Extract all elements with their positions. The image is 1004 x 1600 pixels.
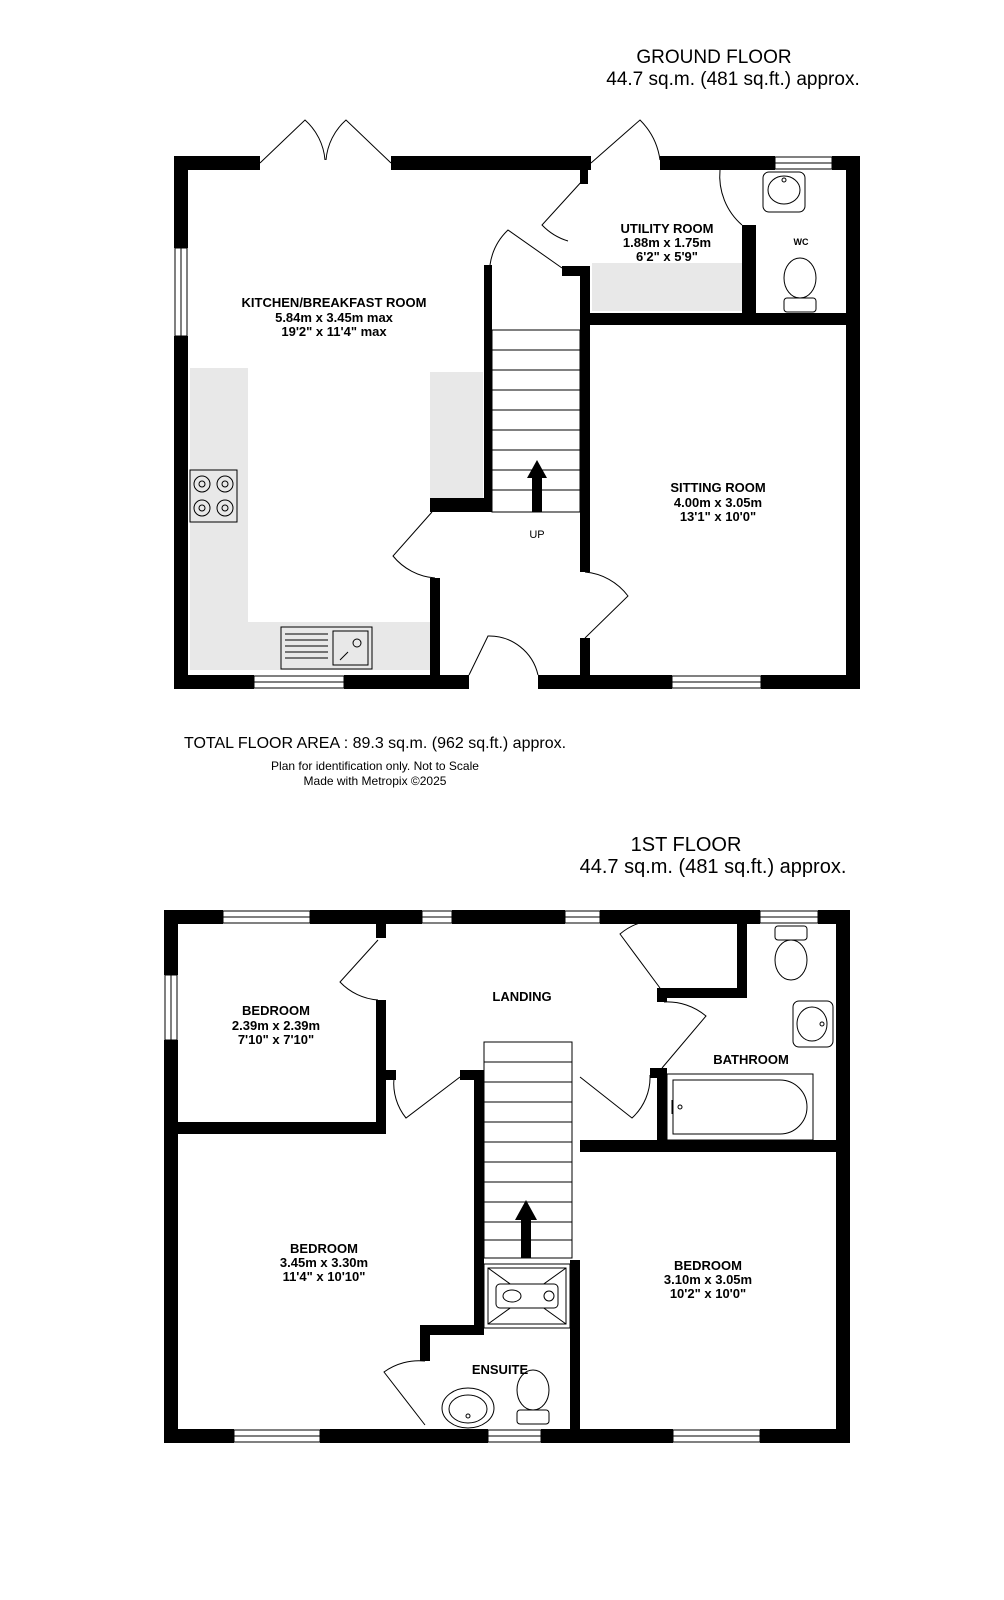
door-swing-icon: [542, 180, 583, 241]
door-swing-icon: [591, 120, 660, 163]
window-icon: [672, 676, 761, 688]
svg-text:6'2" x 5'9": 6'2" x 5'9": [636, 249, 698, 264]
scale-note: Plan for identification only. Not to Scale: [271, 759, 479, 773]
toilet-icon: [517, 1370, 549, 1424]
ensuite-label: ENSUITE: [471, 1362, 529, 1377]
ground-stairs: [492, 330, 580, 541]
footer: [184, 735, 566, 788]
svg-text:3.45m x 3.30m: 3.45m x 3.30m: [279, 1255, 369, 1270]
svg-text:BEDROOM: BEDROOM: [242, 1003, 310, 1018]
total-floor-area: TOTAL FLOOR AREA : 89.3 sq.m. (962 sq.ft.) approx.: [183, 735, 567, 752]
door-swing-icon: [490, 230, 562, 268]
first-floor-title: 1ST FLOOR: [630, 834, 742, 856]
stairs-arrow-icon: [515, 1200, 537, 1258]
door-swing-icon: [720, 170, 742, 225]
basin-icon: [442, 1388, 494, 1428]
svg-text:UTILITY ROOM: UTILITY ROOM: [620, 221, 714, 236]
ground-floor: [174, 47, 860, 689]
door-swing-icon: [585, 572, 628, 638]
window-icon: [775, 157, 832, 169]
shower-icon: [484, 1264, 570, 1328]
svg-text:11'4" x 10'10": 11'4" x 10'10": [282, 1269, 366, 1284]
wc-label: WC: [793, 237, 809, 247]
door-swing-icon: [260, 120, 391, 163]
door-swing-icon: [469, 636, 538, 675]
window-icon: [565, 911, 600, 923]
basin-icon: [763, 172, 805, 212]
door-swing-icon: [394, 1077, 460, 1118]
basin-icon: [793, 1001, 833, 1047]
kitchen-label: [242, 295, 427, 339]
bath-icon: [667, 1074, 813, 1140]
svg-text:3.10m x 3.05m: 3.10m x 3.05m: [663, 1272, 753, 1287]
window-icon: [254, 676, 344, 688]
svg-text:2.39m x 2.39m: 2.39m x 2.39m: [231, 1018, 321, 1033]
stairs-up-label: UP: [529, 529, 545, 541]
svg-text:BEDROOM: BEDROOM: [674, 1258, 742, 1273]
ground-floor-area: 44.7 sq.m. (481 sq.ft.) approx.: [606, 69, 860, 90]
door-swing-icon: [393, 512, 435, 578]
window-icon: [673, 1430, 760, 1442]
window-icon: [760, 911, 818, 923]
svg-text:19'2" x 11'4" max: 19'2" x 11'4" max: [281, 324, 387, 339]
ground-windows: [175, 157, 832, 688]
door-swing-icon: [662, 1002, 706, 1068]
svg-text:10'2" x 10'0": 10'2" x 10'0": [669, 1286, 747, 1301]
utility-label: [621, 221, 714, 264]
stairs-arrow-icon: [527, 460, 547, 512]
ground-floor-title: GROUND FLOOR: [636, 47, 792, 68]
landing-label: LANDING: [492, 989, 552, 1004]
first-stairs: [484, 1042, 572, 1258]
svg-text:5.84m x 3.45m max: 5.84m x 3.45m max: [275, 310, 393, 325]
toilet-icon: [775, 926, 807, 980]
door-swing-icon: [620, 920, 675, 988]
window-icon: [223, 911, 310, 923]
svg-text:SITTING ROOM: SITTING ROOM: [670, 480, 766, 495]
door-swing-icon: [340, 940, 378, 1000]
sitting-room-label: [670, 480, 765, 524]
window-icon: [175, 248, 187, 336]
bathroom-label: BATHROOM: [713, 1052, 789, 1067]
ground-doors: [260, 120, 742, 675]
svg-text:1.88m x 1.75m: 1.88m x 1.75m: [622, 235, 712, 250]
door-swing-icon: [580, 1075, 650, 1118]
toilet-icon: [784, 258, 816, 312]
bedroom-small-label: [232, 1003, 320, 1047]
window-icon: [234, 1430, 320, 1442]
svg-text:7'10" x 7'10": 7'10" x 7'10": [237, 1032, 315, 1047]
bedroom-right-label: [664, 1258, 752, 1301]
svg-text:4.00m x 3.05m: 4.00m x 3.05m: [673, 495, 763, 510]
first-floor: [164, 834, 850, 1443]
bedroom-left-label: [280, 1241, 368, 1284]
window-icon: [488, 1430, 541, 1442]
window-icon: [165, 975, 177, 1040]
svg-text:BEDROOM: BEDROOM: [290, 1241, 358, 1256]
door-swing-icon: [384, 1361, 425, 1425]
window-icon: [422, 911, 452, 923]
svg-text:KITCHEN/BREAKFAST ROOM: KITCHEN/BREAKFAST ROOM: [241, 295, 427, 310]
made-with: Made with Metropix ©2025: [303, 774, 447, 788]
svg-text:13'1" x 10'0": 13'1" x 10'0": [679, 509, 757, 524]
first-floor-area: 44.7 sq.m. (481 sq.ft.) approx.: [579, 856, 847, 878]
